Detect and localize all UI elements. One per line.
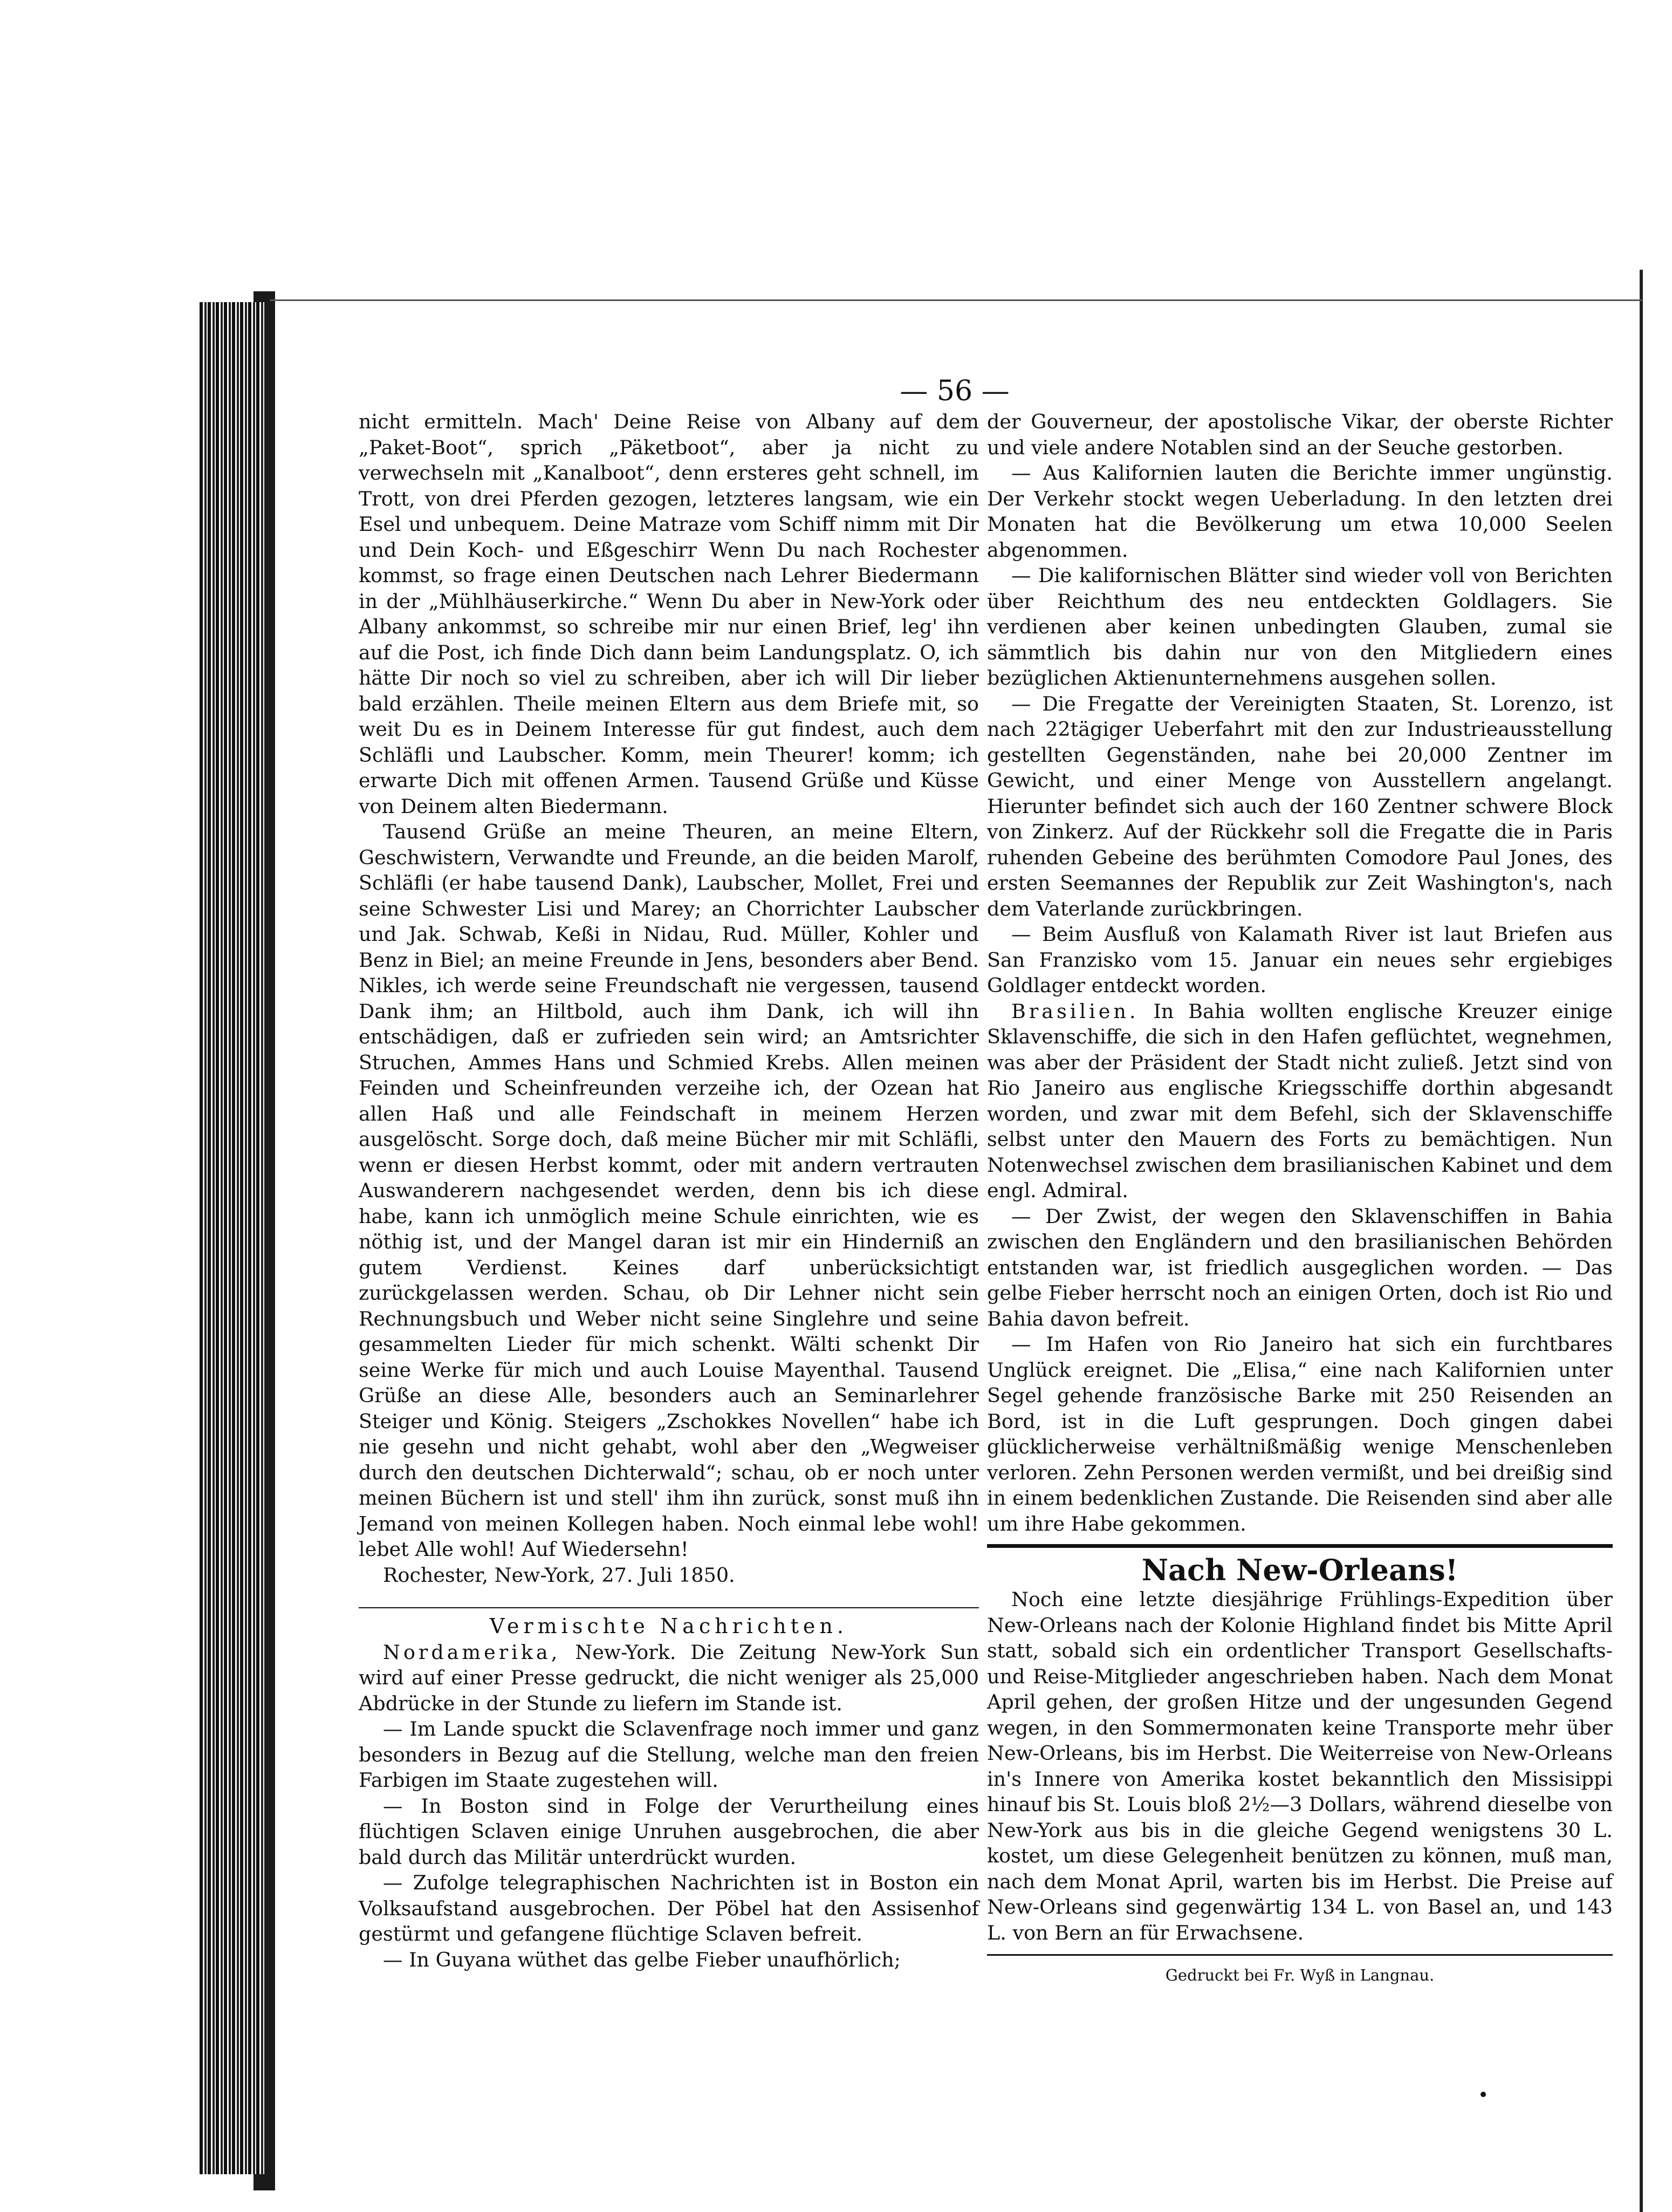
news-paragraph: — Zufolge telegraphischen Nachrichten ist in Boston ein Volksaufstand ausgebrochen. Der Pöbel hat den Assisenhof gestürmt und gefangene flüchtige Sclaven befreit. bbox=[359, 1871, 979, 1945]
letter-dateline: Rochester, New-York, 27. Juli 1850. bbox=[383, 1563, 735, 1587]
section-divider bbox=[359, 1607, 979, 1608]
right-column bbox=[987, 409, 1613, 1985]
advertisement-text: Noch eine letzte diesjährige Frühlings-Expedition über New-Orleans nach der Kolonie Highland findet bis Mitte April statt, sobald sich ein ordentlicher Transport Gesellschafts- und Reise-Mitglieder angeschrieben haben. Nach dem Monat April gehen, der großen Hitze und der ungesunden Gegend wegen, in den Sommermonaten keine Transporte mehr über New-Orleans, bis im Herbst. Die Weiterreise von New-Orleans in's Innere von Amerika kostet bekanntlich den Missisippi hinauf bis St. Louis bloß 2½—3 Dollars, während dieselbe von New-York aus bis in die gleiche Gegend wenigstens 30 L. kostet, um diese Gelegenheit benützen zu können, muß man, nach dem Monat April, warten bis im Herbst. Die Preise auf New-Orleans sind gegenwärtig 134 L. von Basel an, und 143 L. von Bern an für Erwachsene. bbox=[987, 1588, 1613, 1944]
section-title: Vermischte Nachrichten. bbox=[490, 1614, 848, 1638]
news-paragraph bbox=[359, 1640, 979, 1717]
printer-divider bbox=[987, 1954, 1613, 1956]
news-text: New-York. Die Zeitung New-York Sun wird auf einer Presse gedruckt, die nicht weniger als 25,000 Abdrücke in der Stunde zu liefern im Stande ist. bbox=[359, 1640, 979, 1715]
news-paragraph: — Der Zwist, der wegen den Sklavenschiffen in Bahia zwischen den Engländern und den brasilianischen Behörden entstanden war, ist friedlich ausgeglichen worden. — Das gelbe Fieber herrscht noch an einigen Orten, doch ist Rio und Bahia davon befreit. bbox=[987, 1204, 1613, 1330]
page-top-edge bbox=[270, 299, 1642, 301]
news-paragraph: der Gouverneur, der apostolische Vikar, der oberste Richter und viele andere Notablen sind an der Seuche gestorben. bbox=[987, 410, 1613, 459]
left-column bbox=[359, 409, 979, 1972]
news-paragraph bbox=[987, 999, 1613, 1204]
printer-imprint: Gedruckt bei Fr. Wyß in Langnau. bbox=[1165, 1966, 1435, 1984]
advertisement-divider bbox=[987, 1544, 1613, 1548]
news-paragraph: — Die kalifornischen Blätter sind wieder voll von Berichten über Reichthum des neu entdeckten Goldlagers. Sie verdienen aber keinen unbedingten Glauben, zumal sie sämmtlich bis dahin nur von den Mitgliedern eines bezüglichen Aktienunternehmens ausgehen sollen. bbox=[987, 564, 1613, 689]
letter-paragraph: Tausend Grüße an meine Theuren, an meine Eltern, Geschwistern, Verwandte und Freunde, an die beiden Marolf, Schläfli (er habe tausend Dank), Laubscher, Mollet, Frei und seine Schwester Lisi und Marey; an Chorrichter Laubscher und Jak. Schwab, Keßi in Nidau, Rud. Müller, Kohler und Benz in Biel; an meine Freunde in Jens, besonders aber Bend. Nikles, ich werde seine Freundschaft nie vergessen, tausend Dank ihm; an Hiltbold, auch ihm Dank, ich will ihn entschädigen, daß er zufrieden sein wird; an Amtsrichter Struchen, Ammes Hans und Schmied Krebs. Allen meinen Feinden und Scheinfreunden verzeihe ich, der Ozean hat allen Haß und alle Feindschaft in meinem Herzen ausgelöscht. Sorge doch, daß meine Bücher mir mit Schläfli, wenn er diesen Herbst kommt, oder mit andern vertrauten Auswanderern nachgesendet werden, denn bis ich diese habe, kann ich unmöglich meine Schule einrichten, wie es nöthig ist, und der Mangel daran ist mir ein Hinderniß an gutem Verdienst. Keines darf unberücksichtigt zurückgelassen werden. Schau, ob Dir Lehner nicht sein Rechnungsbuch und Weber nicht seine Singlehre und seine gesammelten Lieder für mich schenkt. Wälti schenkt Dir seine Werke für mich und auch Louise Mayenthal. Tausend Grüße an diese Alle, besonders auch an Seminarlehrer Steiger und König. Steigers „Zschokkes Novellen“ habe ich nie gesehn und nicht gehabt, wohl aber den „Wegweiser durch den deutschen Dichterwald“; schau, ob er noch unter meinen Büchern ist und stell' ihm ihn zurück, sonst muß ihn Jemand von meinen Kollegen haben. Noch einmal lebe wohl! lebet Alle wohl! Auf Wiedersehn! bbox=[359, 820, 979, 1561]
news-paragraph: — In Guyana wüthet das gelbe Fieber unaufhörlich; bbox=[383, 1948, 901, 1971]
news-region-label: Brasilien. bbox=[1011, 999, 1139, 1023]
news-paragraph: — Im Hafen von Rio Janeiro hat sich ein furchtbares Unglück ereignet. Die „Elisa,“ eine nach Kalifornien unter Segel gehende französische Barke mit 250 Reisenden an Bord, ist in die Luft gesprungen. Doch gingen dabei glücklicherweise verhältnißmäßig wenige Menschenleben verloren. Zehn Personen werden vermißt, und bei dreißig sind in einem bedenklichen Zustande. Die Reisenden sind aber alle um ihre Habe gekommen. bbox=[987, 1333, 1613, 1535]
news-region-label: Nordamerika, bbox=[383, 1640, 561, 1664]
scan-border bbox=[1640, 270, 1643, 2212]
letter-paragraph: nicht ermitteln. Mach' Deine Reise von Albany auf dem „Paket-Boot“, sprich „Päketboot“, aber ja nicht zu verwechseln mit „Kanalboot“, denn ersteres geht schnell, im Trott, von drei Pferden gezogen, letzteres langsam, wie ein Esel und unbequem. Deine Matraze vom Schiff nimm mit Dir und Dein Koch- und Eßgeschirr Wenn Du nach Rochester kommst, so frage einen Deutschen nach Lehrer Biedermann in der „Mühlhäuserkirche.“ Wenn Du aber in New-York oder Albany ankommst, so schreibe mir nur einen Brief, leg' ihn auf die Post, ich finde Dich dann beim Landungsplatz. O, ich hätte Dir noch so viel zu schreiben, aber ich will Dir lieber bald erzählen. Theile meinen Eltern aus dem Briefe mit, so weit Du es in Deinem Interesse für gut findest, auch dem Schläfli und Laubscher. Komm, mein Theurer! komm; ich erwarte Dich mit offenen Armen. Tausend Grüße und Küsse von Deinem alten Biedermann. bbox=[359, 410, 979, 818]
page-edges bbox=[200, 302, 264, 2174]
news-text: In Bahia wollten englische Kreuzer einige Sklavenschiffe, die sich in den Hafen geflüchtet, wegnehmen, was aber der Präsident der Stadt nicht zuließ. Jetzt sind von Rio Janeiro aus englische Kriegsschiffe dorthin abgesandt worden, und zwar mit dem Befehl, sich der Sklavenschiffe selbst unter den Mauern des Forts zu bemächtigen. Nun Notenwechsel zwischen dem brasilianischen Kabinet und dem engl. Admiral. bbox=[987, 999, 1613, 1202]
news-paragraph: — In Boston sind in Folge der Verurtheilung eines flüchtigen Sclaven einige Unruhen ausgebrochen, die aber bald durch das Militär unterdrückt wurden. bbox=[359, 1794, 979, 1869]
news-paragraph: — Beim Ausfluß von Kalamath River ist laut Briefen aus San Franzisko vom 15. Januar ein neues sehr ergiebiges Goldlager entdeckt worden. bbox=[987, 923, 1613, 997]
page-number: — 56 — bbox=[900, 375, 1010, 407]
news-paragraph: — Die Fregatte der Vereinigten Staaten, St. Lorenzo, ist nach 22tägiger Ueberfahrt mit den zur Industrieausstellung gestellten Gegenständen, nahe bei 20,000 Zentner im Gewicht, und einer Menge von Ausstellern angelangt. Hierunter befindet sich auch der 160 Zentner schwere Block von Zinkerz. Auf der Rückkehr soll die Fregatte die in Paris ruhenden Gebeine des berühmten Comodore Paul Jones, des ersten Seemannes der Republik zur Zeit Washington's, nach dem Vaterlande zurückbringen. bbox=[987, 692, 1613, 920]
news-paragraph: — Aus Kalifornien lauten die Berichte immer ungünstig. Der Verkehr stockt wegen Ueberladung. In den letzten drei Monaten hat die Bevölkerung um etwa 10,000 Seelen abgenommen. bbox=[987, 461, 1613, 562]
advertisement-title: Nach New-Orleans! bbox=[1141, 1553, 1458, 1587]
ink-speck bbox=[1481, 2092, 1486, 2097]
news-paragraph: — Im Lande spuckt die Sclavenfrage noch immer und ganz besonders in Bezug auf die Stellung, welche man den freien Farbigen im Staate zugestehen will. bbox=[359, 1717, 979, 1792]
